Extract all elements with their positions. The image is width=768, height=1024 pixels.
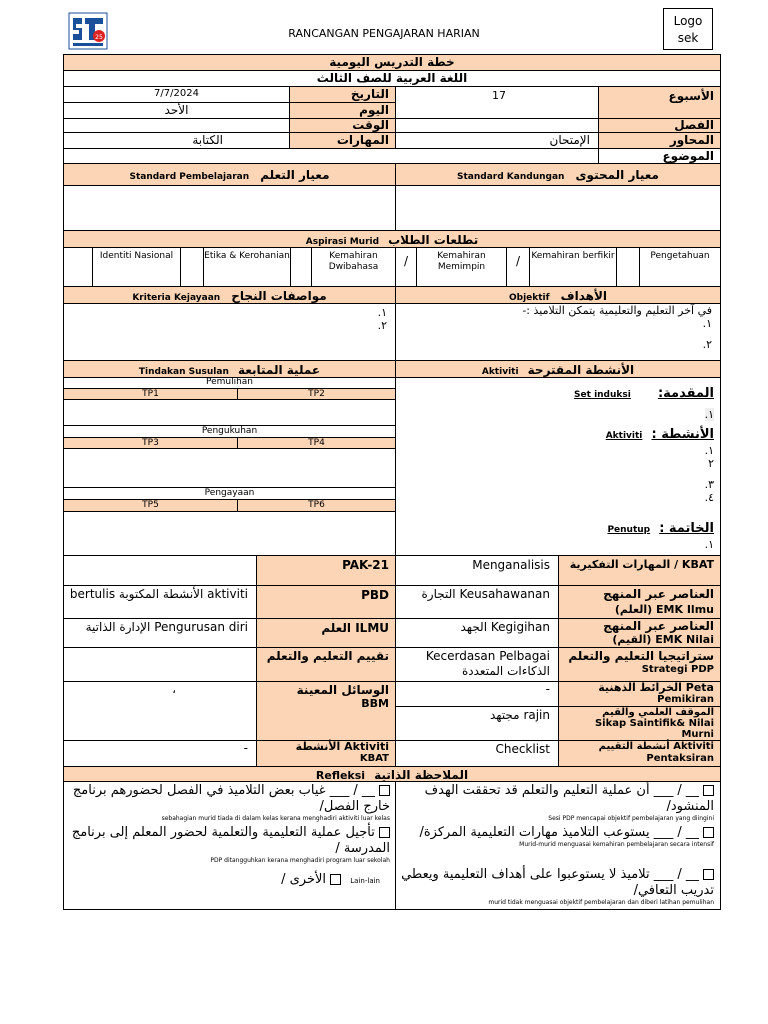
sikap-value: rajin مجتهد bbox=[395, 706, 559, 741]
tp3-cell: TP3 bbox=[63, 437, 238, 449]
pengukuhan-content bbox=[63, 448, 396, 488]
school-logo-box bbox=[663, 8, 713, 50]
kbat-value: Menganalisis bbox=[395, 555, 559, 586]
aspirasi-mark-4[interactable]: / bbox=[395, 247, 417, 287]
week-value: 17 bbox=[395, 86, 599, 119]
refleksi-left-item-1 bbox=[68, 783, 390, 823]
refleksi-label-ar: الملاحظة الذاتية bbox=[374, 768, 469, 782]
emk-nilai-label bbox=[558, 618, 721, 648]
time-label: الوقت bbox=[289, 118, 396, 133]
peta-label bbox=[558, 681, 721, 707]
bbm-label bbox=[256, 681, 396, 741]
aspirasi-item-3: Kemahiran Dwibahasa bbox=[311, 247, 396, 287]
refleksi-left-item-3 bbox=[68, 868, 390, 887]
tp5-cell: TP5 bbox=[63, 499, 238, 512]
activity-header bbox=[395, 360, 721, 378]
aspirasi-item-2: Etika & Kerohanian bbox=[203, 247, 291, 287]
kriteria-item-2: ٢. bbox=[377, 319, 387, 332]
aktiviti-item-2: ٢ bbox=[708, 457, 714, 470]
aspirasi-label-ms: Aspirasi Murid bbox=[305, 237, 380, 247]
aktiviti-block bbox=[400, 425, 714, 504]
date-label: التاريخ bbox=[289, 86, 396, 103]
pengayaan-content bbox=[63, 511, 396, 556]
refleksi-right-1-ms: Sesi PDP mencapai objektif pembelajaran yang diingini bbox=[548, 815, 714, 822]
aspirasi-mark-6[interactable] bbox=[616, 247, 640, 287]
penilaian-label: تقييم التعليم والتعلم bbox=[256, 647, 396, 682]
aktiviti-kbat-value: - bbox=[63, 740, 257, 767]
day-label: اليوم bbox=[289, 102, 396, 119]
kriteria-content bbox=[63, 303, 396, 361]
checkbox-5[interactable] bbox=[379, 827, 390, 838]
objektif-intro: في آخر التعليم والتعليمية يتمكن التلاميذ :- bbox=[522, 304, 712, 317]
tp4-cell: TP4 bbox=[237, 437, 396, 449]
pbd-label: PBD bbox=[256, 585, 396, 619]
bbm-label-ms: BBM bbox=[361, 697, 389, 710]
refleksi-left-item-2 bbox=[68, 825, 390, 865]
pak-label: PAK-21 bbox=[256, 555, 396, 586]
strategi-label bbox=[558, 647, 721, 682]
induksi-label-ar: المقدمة: bbox=[657, 386, 714, 401]
bbm-value: ، bbox=[63, 681, 257, 741]
day-value: الأحد bbox=[63, 102, 290, 119]
skills-label: المهارات bbox=[289, 132, 396, 149]
tp1-cell: TP1 bbox=[63, 388, 238, 400]
emk-ilmu-label-ar: العناصر عبر المنهج bbox=[603, 587, 714, 601]
refleksi-header bbox=[63, 766, 721, 782]
activity-label-ms: Aktiviti bbox=[481, 367, 519, 377]
aspirasi-mark-5[interactable]: / bbox=[506, 247, 530, 287]
penilaian-value bbox=[63, 647, 257, 682]
checkbox-1[interactable] bbox=[703, 785, 714, 796]
checkbox-6[interactable] bbox=[330, 874, 341, 885]
sikap-label bbox=[558, 706, 721, 741]
logo-box-line2: sek bbox=[677, 31, 699, 45]
sp-label-ms: Standard Pembelajaran bbox=[129, 172, 250, 182]
aktiviti-label-ar: الأنشطة : bbox=[651, 427, 714, 442]
checkbox-3[interactable] bbox=[703, 869, 714, 880]
induksi-label-ms: Set induksi bbox=[574, 390, 631, 400]
aspirasi-item-6: Pengetahuan bbox=[639, 247, 721, 287]
class-label: الفصل bbox=[598, 118, 721, 133]
aspirasi-mark-3[interactable] bbox=[290, 247, 312, 287]
tp2-cell: TP2 bbox=[237, 388, 396, 400]
objektif-label-ms: Objektif bbox=[508, 293, 550, 303]
aspirasi-item-4: Kemahiran Memimpin bbox=[416, 247, 507, 287]
objektif-item-2: ٢. bbox=[702, 338, 712, 351]
objektif-item-1: ١. bbox=[702, 317, 712, 330]
class-value bbox=[395, 118, 599, 133]
emk-nilai-label-ar: العناصر عبر المنهج bbox=[603, 619, 714, 633]
strategi-value: Kecerdasan Pelbagai الذكاءات المتعددة bbox=[395, 647, 559, 682]
aktiviti-item-4: ٤. bbox=[704, 491, 714, 504]
refleksi-right-item-3 bbox=[400, 867, 714, 907]
date-value: 7/7/2024 bbox=[63, 86, 290, 103]
refleksi-label-ms: Refleksi bbox=[315, 769, 366, 782]
kbat-label: KBAT / المهارات التفكيرية bbox=[558, 555, 721, 586]
aspirasi-label-ar: تطلعات الطلاب bbox=[388, 233, 479, 247]
pbd-value: aktiviti الأنشطة المكتوبة bertulis bbox=[63, 585, 257, 619]
objektif-header bbox=[395, 286, 721, 304]
strategi-label-ms: Strategi PDP bbox=[641, 664, 714, 675]
kriteria-header bbox=[63, 286, 396, 304]
page-title: RANCANGAN PENGAJARAN HARIAN bbox=[288, 27, 480, 40]
aspirasi-header bbox=[63, 230, 721, 248]
activity-label-ar: الأنشطة المقترحة bbox=[527, 363, 635, 377]
aspirasi-mark-1[interactable] bbox=[63, 247, 93, 287]
sk-label-ar: معيار المحتوى bbox=[575, 168, 659, 182]
aktiviti-item-1: ١. bbox=[704, 444, 714, 457]
penutup-block bbox=[400, 519, 714, 551]
logo-year: 25 bbox=[95, 34, 103, 41]
school-logo-graphic bbox=[68, 12, 108, 50]
aktiviti-kbat-label bbox=[256, 740, 396, 767]
pengukuhan-label: Pengukuhan bbox=[63, 425, 396, 438]
topic-label: الموضوع bbox=[598, 148, 721, 164]
induksi-block bbox=[400, 384, 714, 422]
aspirasi-item-1: Identiti Nasional bbox=[92, 247, 181, 287]
sk-content bbox=[395, 185, 721, 231]
subject-title-ar: اللغة العربية للصف الثالث bbox=[63, 70, 721, 87]
pak-value bbox=[63, 555, 257, 586]
kriteria-label-ar: مواصفات النجاح bbox=[231, 289, 327, 303]
emk-nilai-label-ms: EMK Nilai (القيم) bbox=[612, 633, 714, 646]
strategi-label-ar: ستراتيجيا التعليم والتعلم bbox=[568, 649, 714, 663]
sp-label-ar: معيار التعلم bbox=[260, 168, 330, 182]
aspirasi-mark-2[interactable] bbox=[180, 247, 204, 287]
checkbox-2[interactable] bbox=[703, 827, 714, 838]
ilmu-label: ILMU العلم bbox=[256, 618, 396, 648]
refleksi-left-3-ar: الأخرى / bbox=[281, 872, 327, 887]
refleksi-right-2-ms: Murid-murid menguasai kemahiran pembelajaran secara intensif bbox=[519, 841, 714, 848]
aspirasi-item-5: Kemahiran berfikir bbox=[529, 247, 617, 287]
pengayaan-label: Pengayaan bbox=[63, 487, 396, 500]
pemulihan-label: Pemulihan bbox=[63, 377, 396, 389]
aktiviti-kbat-label-ar: Aktiviti الأنشطة bbox=[295, 740, 389, 753]
pemulihan-content bbox=[63, 399, 396, 426]
rph-title-ar: خطة التدريس اليومية bbox=[63, 54, 721, 71]
refleksi-right-item-1 bbox=[400, 783, 714, 823]
kriteria-item-1: ١. bbox=[377, 306, 387, 319]
school-logo bbox=[68, 12, 108, 50]
aktiviti-item-3: ٣. bbox=[704, 478, 714, 491]
emk-nilai-value: Kegigihan الجهد bbox=[395, 618, 559, 648]
refleksi-left-2-ar: تأجيل عملية التعليمية والتعلمية لحضور المعلم إلى برنامج المدرسة / bbox=[71, 825, 390, 856]
sikap-label-ar: الموقف العلمي والقيم bbox=[602, 707, 714, 718]
emk-ilmu-label bbox=[558, 585, 721, 619]
time-value bbox=[63, 118, 290, 133]
followup-header bbox=[63, 360, 396, 378]
skills-value: الكتابة bbox=[63, 132, 290, 149]
aktiviti-pentaksiran-label bbox=[558, 740, 721, 767]
aktiviti-pentaksiran-value: Checklist bbox=[395, 740, 559, 767]
axis-label: المحاور bbox=[598, 132, 721, 149]
topic-value bbox=[63, 148, 599, 164]
penutup-item-1: ١. bbox=[704, 538, 714, 551]
refleksi-left-1-ar: __ / ___ غياب بعض التلاميذ في الفصل لحضورهم برنامج خارج الفصل/ bbox=[72, 783, 390, 814]
penutup-label-ms: Penutup bbox=[607, 525, 651, 535]
refleksi-left-1-ms: sebahagian murid tiada di dalam kelas kerana menghadiri aktiviti luar kelas bbox=[161, 815, 390, 822]
aktiviti-label-ms: Aktiviti bbox=[605, 431, 643, 441]
refleksi-right-1-ar: __ / ___ أن عملية التعليم والتعلم قد تحققت الهدف المنشود/ bbox=[424, 783, 714, 814]
kriteria-label-ms: Kriteria Kejayaan bbox=[132, 293, 221, 303]
emk-ilmu-value: Keusahawanan التجارة bbox=[395, 585, 559, 619]
axis-value: الإمتحان bbox=[395, 132, 599, 149]
followup-label-ms: Tindakan Susulan bbox=[138, 367, 229, 377]
peta-label-ar: Peta الخرائط الذهنية bbox=[598, 681, 714, 694]
logo-box-line1: Logo bbox=[673, 14, 703, 28]
refleksi-right-item-2 bbox=[400, 825, 714, 849]
sk-header bbox=[395, 163, 721, 186]
sikap-label-ms: Sikap Saintifik& Nilai Murni bbox=[594, 718, 714, 740]
penutup-label-ar: الخاتمة : bbox=[659, 521, 714, 536]
week-label: الأسبوع bbox=[598, 86, 721, 119]
objektif-content bbox=[395, 303, 721, 361]
refleksi-right-3-ms: murid tidak menguasai objektif pembelajaran dan diberi latihan pemulihan bbox=[488, 899, 714, 906]
refleksi-left-3-ms: Lain-lain bbox=[350, 877, 380, 885]
objektif-label-ar: الأهداف bbox=[560, 289, 608, 303]
bbm-label-ar: الوسائل المعينة bbox=[296, 683, 389, 697]
peta-label-ms: Pemikiran bbox=[657, 694, 714, 705]
sk-label-ms: Standard Kandungan bbox=[457, 172, 565, 182]
sp-content bbox=[63, 185, 396, 231]
aktiviti-pentaksiran-label-ar: Aktiviti أنشطة التقييم bbox=[598, 741, 714, 752]
aktiviti-kbat-label-ms: KBAT bbox=[359, 753, 389, 764]
sp-header bbox=[63, 163, 396, 186]
ilmu-value: Pengurusan diri الإدارة الذاتية bbox=[63, 618, 257, 648]
checkbox-4[interactable] bbox=[379, 785, 390, 796]
induksi-item-1: ١. bbox=[704, 408, 714, 421]
aktiviti-pentaksiran-label-ms: Pentaksiran bbox=[646, 753, 714, 764]
tp6-cell: TP6 bbox=[237, 499, 396, 512]
followup-label-ar: عملية المتابعة bbox=[237, 363, 321, 377]
refleksi-left-2-ms: PDP ditangguhkan kerana menghadiri program luar sekolah bbox=[210, 857, 390, 864]
refleksi-right-2-ar: __ / ___ يستوعب التلاميذ مهارات التعليمية المركزة/ bbox=[419, 825, 699, 840]
emk-ilmu-label-ms: EMK Ilmu (العلم) bbox=[614, 603, 714, 616]
refleksi-right-3-ar: __ / ___ تلاميذ لا يستوعبوا على أهداف التعليمية ويعطي تدريب التعافي/ bbox=[401, 867, 714, 898]
peta-value: - bbox=[395, 681, 559, 707]
